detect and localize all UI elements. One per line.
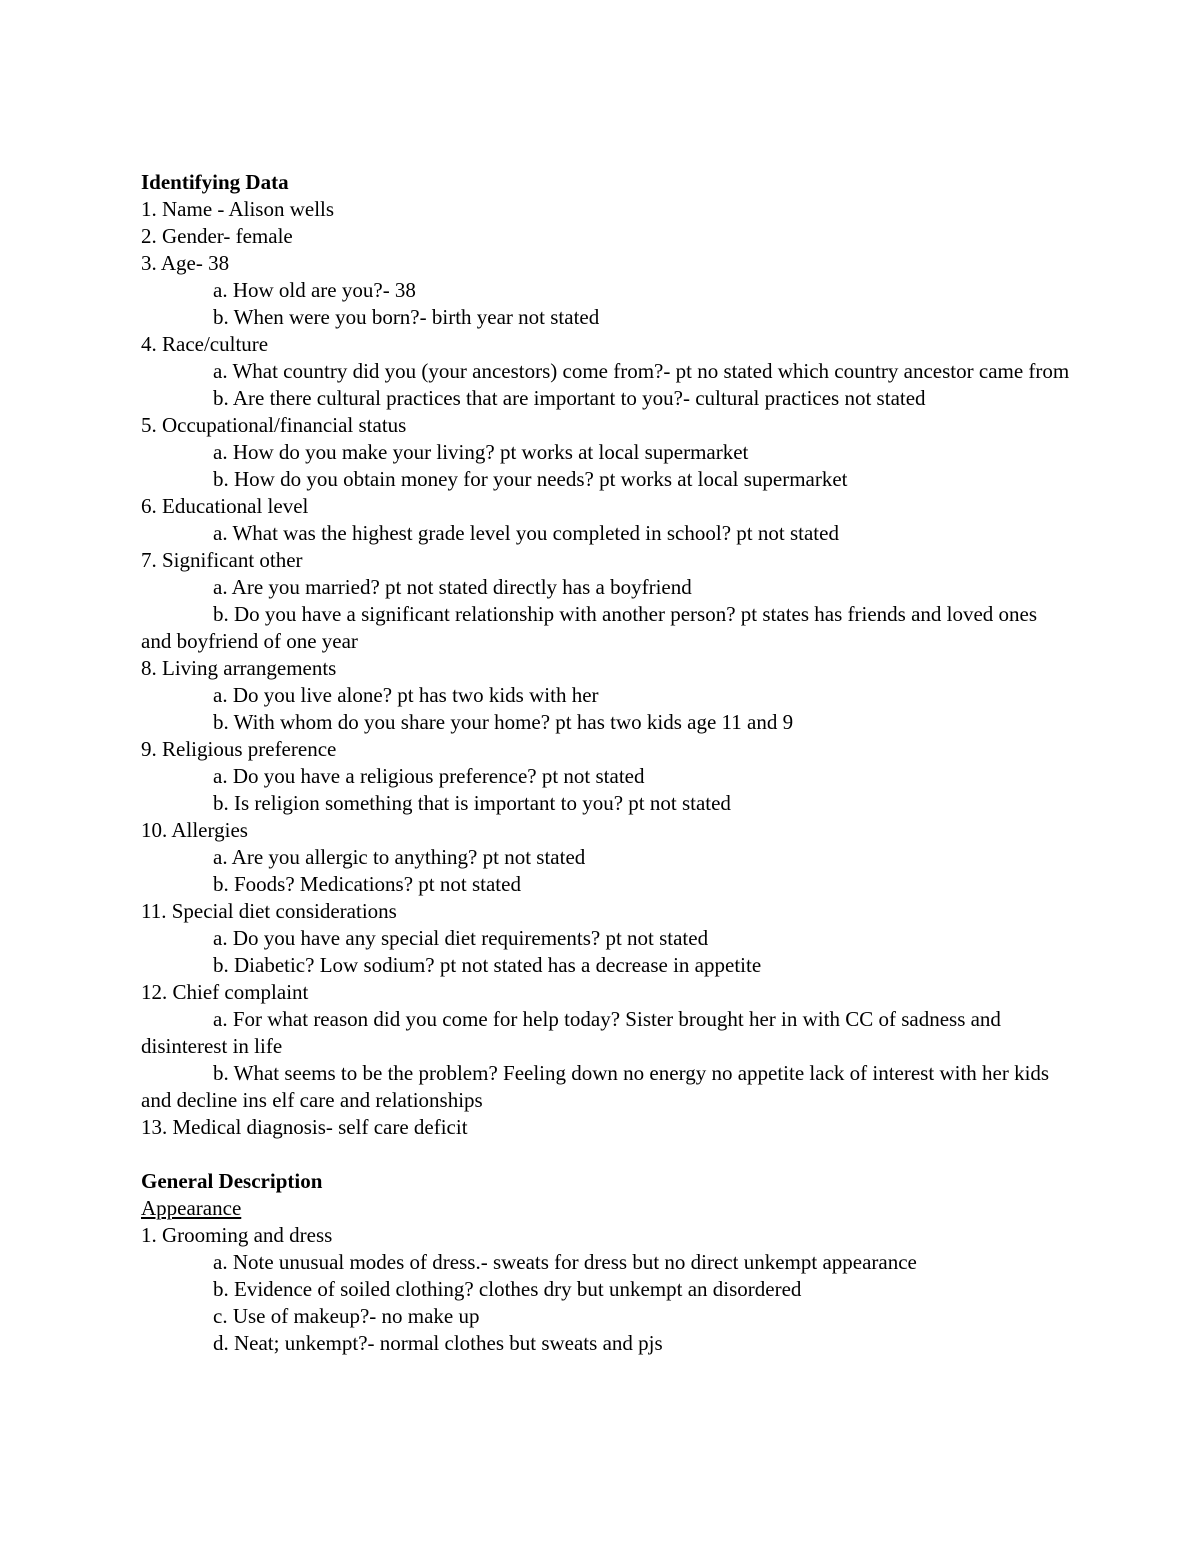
item-significant-other: 7. Significant other: [141, 548, 303, 572]
general-description-heading: General Description: [141, 1169, 323, 1193]
item-allergies-b: b. Foods? Medications? pt not stated: [213, 872, 521, 896]
item-grooming-dress: 1. Grooming and dress: [141, 1223, 333, 1247]
section-spacer: [141, 1141, 1071, 1168]
item-allergies-a: a. Are you allergic to anything? pt not stated: [213, 845, 586, 869]
document-page: [141, 169, 1071, 1357]
item-age-a: a. How old are you?- 38: [213, 278, 416, 302]
item-chief-complaint: 12. Chief complaint: [141, 980, 309, 1004]
item-medical-diagnosis: 13. Medical diagnosis- self care deficit: [141, 1115, 468, 1139]
item-significant-other-a: a. Are you married? pt not stated directly has a boyfriend: [213, 575, 692, 599]
item-special-diet-b: b. Diabetic? Low sodium? pt not stated has a decrease in appetite: [213, 953, 762, 977]
item-grooming-dress-d: d. Neat; unkempt?- normal clothes but sweats and pjs: [213, 1331, 663, 1355]
item-grooming-dress-a: a. Note unusual modes of dress.- sweats for dress but no direct unkempt appearance: [213, 1250, 917, 1274]
item-significant-other-b: b. Do you have a significant relationship with another person? pt states has friends and loved ones and boyfriend of one year: [141, 602, 1038, 653]
item-occupational-status-b: b. How do you obtain money for your needs? pt works at local supermarket: [213, 467, 848, 491]
item-name: 1. Name - Alison wells: [141, 197, 335, 221]
item-grooming-dress-b: b. Evidence of soiled clothing? clothes dry but unkempt an disordered: [213, 1277, 802, 1301]
item-religious-preference-a: a. Do you have a religious preference? pt not stated: [213, 764, 645, 788]
item-chief-complaint-b: b. What seems to be the problem? Feeling down no energy no appetite lack of interest with her kids and decline ins elf care and relationships: [141, 1061, 1050, 1112]
item-living-arrangements-a: a. Do you live alone? pt has two kids with her: [213, 683, 599, 707]
item-allergies: 10. Allergies: [141, 818, 248, 842]
item-chief-complaint-a: a. For what reason did you come for help today? Sister brought her in with CC of sadness and disinterest in life: [141, 1007, 1001, 1058]
appearance-subheading: Appearance: [141, 1196, 242, 1220]
item-race-culture: 4. Race/culture: [141, 332, 269, 356]
item-age: 3. Age- 38: [141, 251, 230, 275]
item-special-diet-a: a. Do you have any special diet requirements? pt not stated: [213, 926, 709, 950]
identifying-data-heading: Identifying Data: [141, 170, 289, 194]
item-occupational-status-a: a. How do you make your living? pt works at local supermarket: [213, 440, 749, 464]
item-special-diet: 11. Special diet considerations: [141, 899, 397, 923]
item-gender: 2. Gender- female: [141, 224, 293, 248]
item-race-culture-a: a. What country did you (your ancestors) come from?- pt no stated which country ancestor came from: [213, 359, 1070, 383]
item-race-culture-b: b. Are there cultural practices that are important to you?- cultural practices not stated: [213, 386, 926, 410]
item-living-arrangements-b: b. With whom do you share your home? pt has two kids age 11 and 9: [213, 710, 794, 734]
item-occupational-status: 5. Occupational/financial status: [141, 413, 407, 437]
item-grooming-dress-c: c. Use of makeup?- no make up: [213, 1304, 480, 1328]
item-educational-level: 6. Educational level: [141, 494, 309, 518]
item-religious-preference: 9. Religious preference: [141, 737, 337, 761]
item-living-arrangements: 8. Living arrangements: [141, 656, 337, 680]
item-religious-preference-b: b. Is religion something that is important to you? pt not stated: [213, 791, 731, 815]
item-educational-level-a: a. What was the highest grade level you completed in school? pt not stated: [213, 521, 839, 545]
item-age-b: b. When were you born?- birth year not stated: [213, 305, 600, 329]
